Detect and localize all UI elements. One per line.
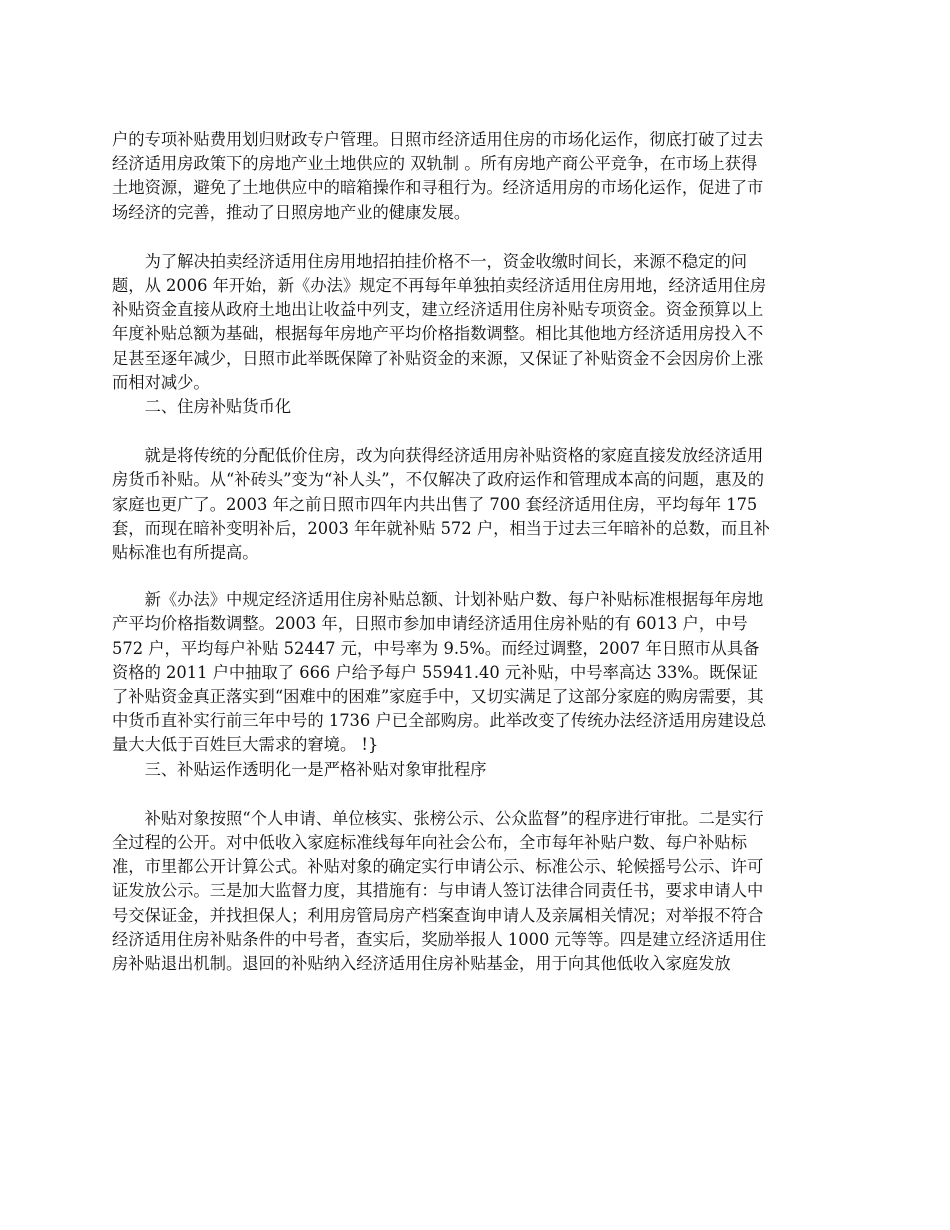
paragraph-subsidy-fund: 为了解决拍卖经济适用住房用地招拍挂价格不一，资金收缴时间长，来源不稳定的问题，从 2006 年开始，新《办法》规定不再每年单独拍卖经济适用住房用地，经济适用住房补贴资金直接从政府土地出让收益中列支，建立经济适用住房补贴专项资金。资金预算以上年度补贴总额为基础，根据每年房地产平均价格指数调整。相比其他地方经济适用房投入不足甚至逐年减少，日照市此举既保障了补贴资金的来源，又保证了补贴资金不会因房价上涨而相对减少。	[112, 251, 767, 392]
document-page	[112, 128, 772, 976]
paragraph-monetization: 就是将传统的分配低价住房，改为向获得经济适用房补贴资格的家庭直接发放经济适用房货币补贴。从“补砖头”变为“补人头”，不仅解决了政府运作和管理成本高的问题，惠及的家庭也更广了。2003 年之前日照市四年内共出售了 700 套经济适用住房，平均每年 175 套，而现在暗补变明补后，2003 年年就补贴 572 户，相当于过去三年暗补的总数，而且补贴标准也有所提高。	[112, 446, 770, 563]
paragraph-transparency: 补贴对象按照“个人申请、单位核实、张榜公示、公众监督”的程序进行审批。二是实行全过程的公开。对中低收入家庭标准线每年向社会公布，全市每年补贴户数、每户补贴标准，市里都公开计算公式。补贴对象的确定实行申请公示、标准公示、轮候摇号公示、许可证发放公示。三是加大监督力度，其措施有：与申请人签订法律合同责任书，要求申请人中号交保证金，并找担保人；利用房管局房产档案查询申请人及亲属相关情况；对举报不符合经济适用住房补贴条件的中号者，查实后，奖励举报人 1000 元等等。四是建立经济适用住房补贴退出机制。退回的补贴纳入经济适用住房补贴基金，用于向其他低收入家庭发放	[112, 808, 767, 974]
section-heading-transparency: 三、补贴运作透明化一是严格补贴对象审批程序	[144, 759, 487, 779]
paragraph-subsidy-adjustment: 新《办法》中规定经济适用住房补贴总额、计划补贴户数、每户补贴标准根据每年房地产平均价格指数调整。2003 年，日照市参加申请经济适用住房补贴的有 6013 户，中号 572 户，平均每户补贴 52447 元，中号率为 9.5%。而经过调整，2007 年日照市从具备资格的 2011 户中抽取了 666 户给予每户 55941.40 元补贴，中号率高达 33%。既保证了补贴资金真正落实到“困难中的困难”家庭手中，又切实满足了这部分家庭的购房需要，其中货币直补实行前三年中号的 1736 户已全部购房。此举改变了传统办法经济适用房建设总量大大低于百姓巨大需求的窘境。 !}	[112, 590, 767, 755]
paragraph-dual-track: 户的专项补贴费用划归财政专户管理。日照市经济适用住房的市场化运作，彻底打破了过去经济适用房政策下的房地产业土地供应的 双轨制 。所有房地产商公平竞争，在市场上获得土地资源，避免了土地供应中的暗箱操作和寻租行为。经济适用房的市场化运作，促进了市场经济的完善，推动了日照房地产业的健康发展。	[112, 130, 764, 222]
section-heading-monetization: 二、住房补贴货币化	[144, 397, 292, 417]
